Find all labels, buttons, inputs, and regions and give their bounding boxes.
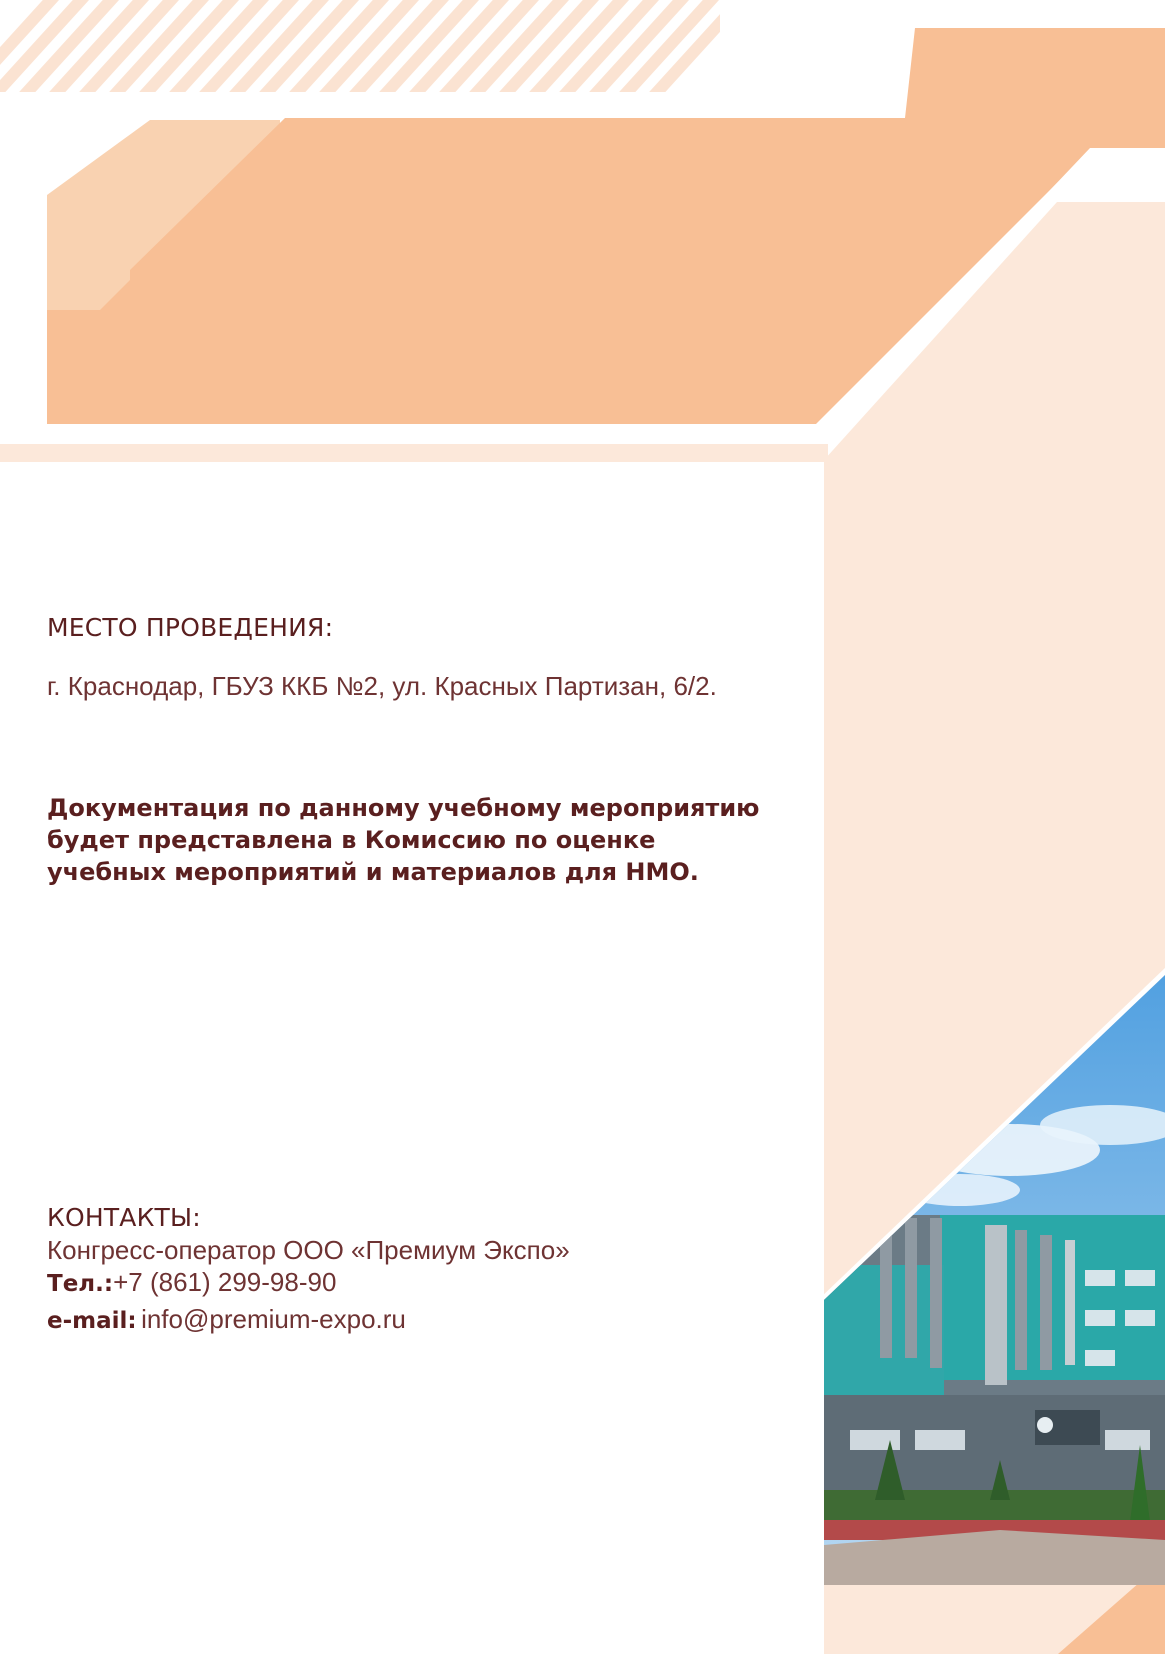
notice-text: Документация по данному учебному мероприятию будет представлена в Комиссию по оценке учебных мероприятий и материалов для НМО. (47, 794, 760, 886)
phone-label: Тел.: (47, 1271, 114, 1297)
venue-address: г. Краснодар, ГБУЗ ККБ №2, ул. Красных Партизан, 6/2. (47, 671, 717, 701)
email-link[interactable]: info@premium-expo.ru (141, 1304, 406, 1334)
contacts-heading: КОНТАКТЫ: (47, 1203, 201, 1232)
venue-heading: МЕСТО ПРОВЕДЕНИЯ: (47, 613, 334, 642)
venue-address-block (47, 670, 717, 702)
phone-number[interactable]: +7 (861) 299-98-90 (113, 1267, 337, 1297)
contacts-section (47, 1202, 570, 1340)
venue-section (47, 612, 333, 644)
email-row (47, 1303, 570, 1340)
notice-section (47, 792, 767, 888)
email-label: e-mail: (47, 1308, 137, 1334)
operator-name: Конгресс-оператор ООО «Премиум Экспо» (47, 1235, 570, 1265)
phone-row (47, 1266, 570, 1303)
